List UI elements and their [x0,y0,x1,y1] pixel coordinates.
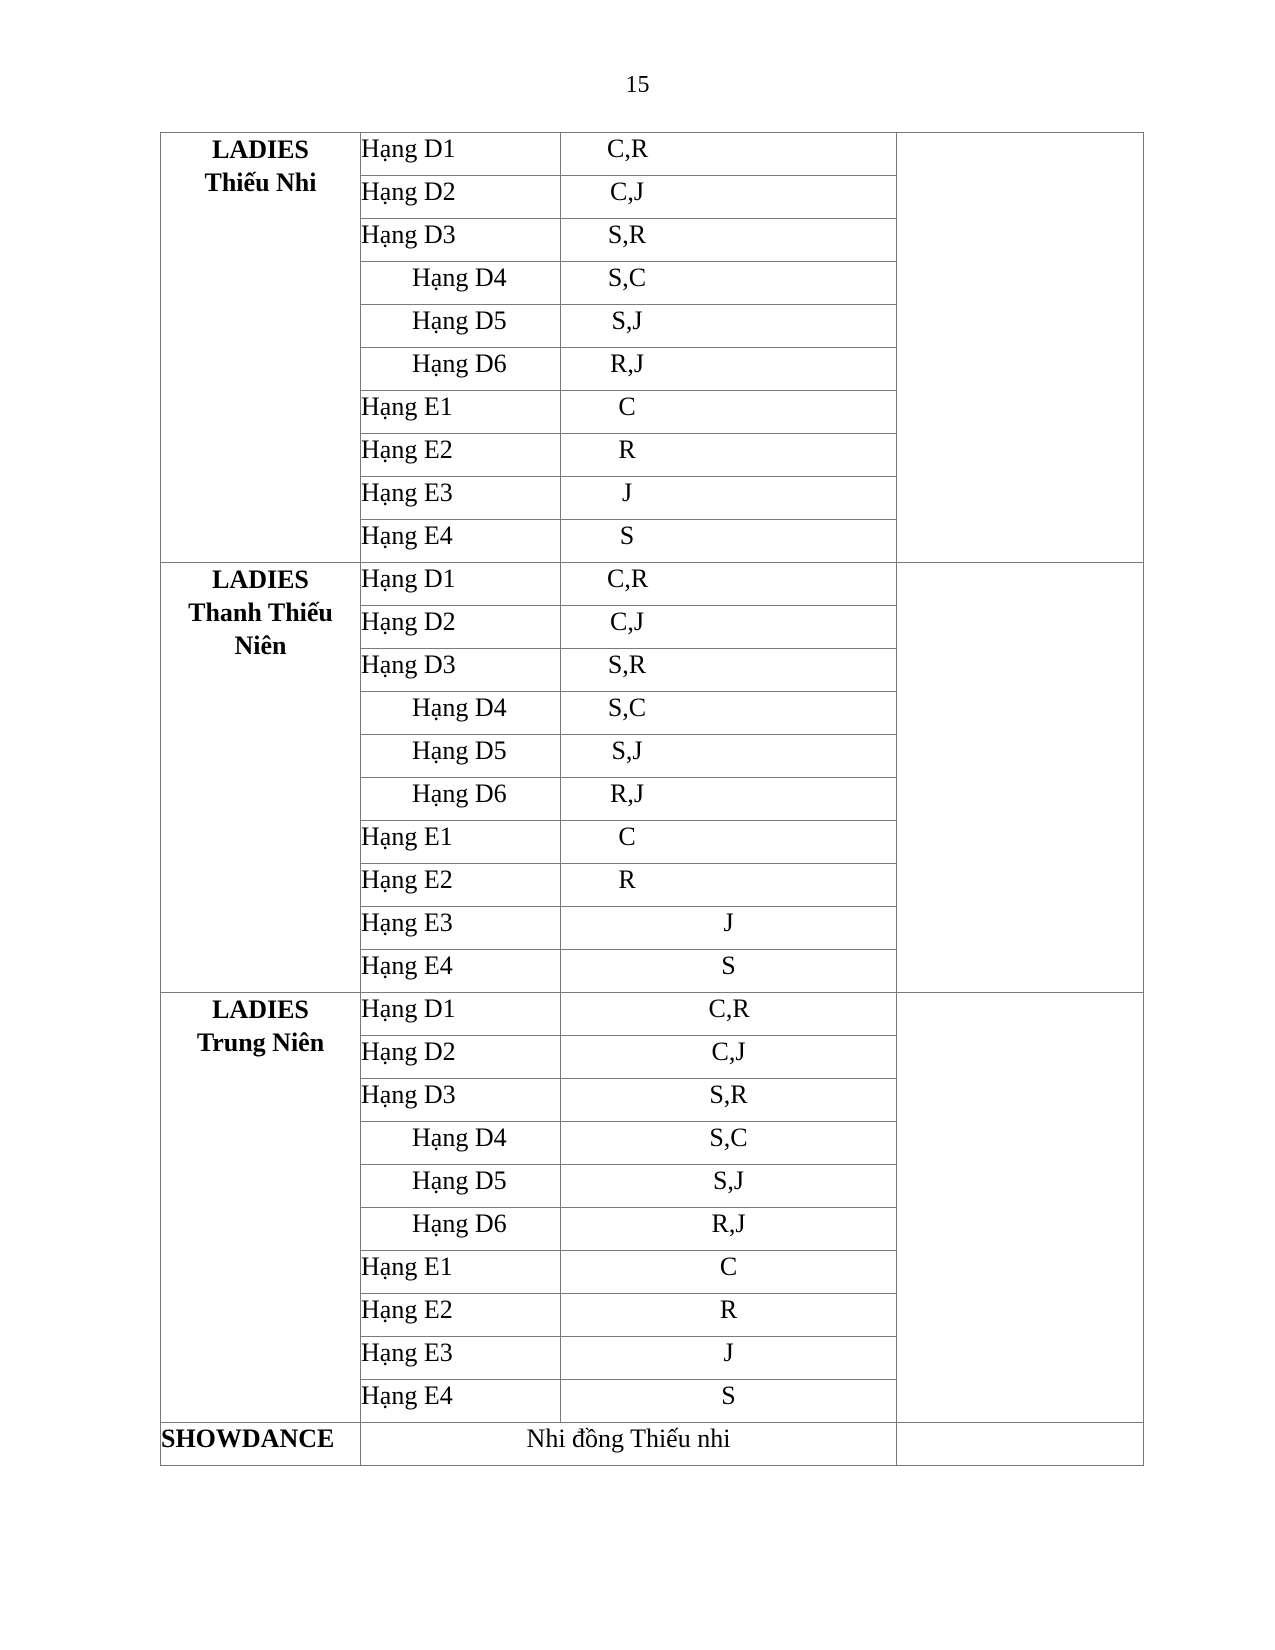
dance-value: C,R [607,564,649,593]
class-cell: Hạng E2 [361,1294,561,1337]
class-cell: Hạng E1 [361,821,561,864]
table-row [161,563,1144,606]
group-title [161,563,361,993]
dance-cell [561,864,897,907]
dance-cell [561,477,897,520]
dance-value: R [719,1295,738,1324]
dance-value: C,J [610,177,644,206]
class-cell: Hạng D3 [361,219,561,262]
dance-value: S [619,521,635,550]
class-cell: Hạng E1 [361,391,561,434]
dance-cell [561,262,897,305]
dance-value: J [621,478,633,507]
table-row [161,993,1144,1036]
class-cell: Hạng D1 [361,133,561,176]
dance-cell [561,1294,897,1337]
dance-cell [561,1079,897,1122]
dance-cell [561,1165,897,1208]
dance-value: S,J [611,736,643,765]
dance-cell [561,821,897,864]
dance-value: S,C [709,1123,748,1152]
dance-value: J [723,908,734,937]
class-cell: Hạng D2 [361,1036,561,1079]
class-cell: Hạng D6 [361,778,561,821]
dance-cell [561,649,897,692]
class-cell: Hạng E2 [361,864,561,907]
dance-value: R,J [610,779,644,808]
dance-value: C [719,1252,738,1281]
dance-value: S [721,1381,736,1410]
dance-cell [561,176,897,219]
dance-cell [561,520,897,563]
dance-value: C [618,392,636,421]
dance-value: S,J [611,306,643,335]
dance-cell [561,391,897,434]
dance-value: C,R [708,994,750,1023]
class-cell: Hạng D2 [361,176,561,219]
dance-cell [561,434,897,477]
dance-value: J [723,1338,734,1367]
dance-cell [561,778,897,821]
group-title-line: Niên [234,631,287,660]
group-title-line: LADIES [212,995,309,1024]
dance-value: S,R [709,1080,748,1109]
group-title [161,993,361,1423]
class-cell: Hạng E2 [361,434,561,477]
dance-value: R [618,865,636,894]
dance-cell [561,993,897,1036]
showdance-label: SHOWDANCE [161,1423,361,1466]
notes-cell [897,1423,1144,1466]
notes-cell [897,563,1144,993]
dance-value: R,J [711,1209,746,1238]
group-title-line: Thanh Thiếu [188,598,333,627]
dance-cell [561,1036,897,1079]
dance-value: C,J [711,1037,746,1066]
dance-value: S [721,951,736,980]
dance-cell [561,1251,897,1294]
dance-value: C,J [610,607,644,636]
class-cell: Hạng E4 [361,520,561,563]
dance-value: S,R [607,220,647,249]
class-cell: Hạng D4 [361,692,561,735]
dance-cell [561,219,897,262]
group-title [161,133,361,563]
showdance-value: Nhi đồng Thiếu nhi [361,1423,897,1466]
class-cell: Hạng D1 [361,563,561,606]
class-cell: Hạng D2 [361,606,561,649]
class-cell: Hạng D1 [361,993,561,1036]
class-cell: Hạng D5 [361,305,561,348]
notes-cell [897,133,1144,563]
dance-cell [561,133,897,176]
dance-value: C [618,822,636,851]
dance-value: S,R [607,650,647,679]
class-cell: Hạng E3 [361,1337,561,1380]
dance-cell [561,1337,897,1380]
class-cell: Hạng D5 [361,735,561,778]
dance-value: R [618,435,636,464]
class-cell: Hạng D6 [361,348,561,391]
class-cell: Hạng E3 [361,477,561,520]
dance-cell [561,950,897,993]
dance-cell [561,1208,897,1251]
dance-value: S,C [607,263,647,292]
group-title-line: Thiếu Nhi [204,168,317,197]
class-cell: Hạng D5 [361,1165,561,1208]
group-title-line: LADIES [212,565,309,594]
notes-cell [897,993,1144,1423]
dance-value: R,J [610,349,644,378]
group-title-line: Trung Niên [196,1028,325,1057]
dance-cell [561,1122,897,1165]
dance-cell [561,606,897,649]
class-cell: Hạng E4 [361,1380,561,1423]
dance-value: S,J [712,1166,745,1195]
dance-cell [561,305,897,348]
dance-cell [561,348,897,391]
class-cell: Hạng D6 [361,1208,561,1251]
dance-cell [561,907,897,950]
class-cell: Hạng D3 [361,1079,561,1122]
group-title-line: LADIES [212,135,309,164]
dance-cell [561,1380,897,1423]
table-row [161,133,1144,176]
dance-cell [561,735,897,778]
dance-value: S,C [607,693,647,722]
class-cell: Hạng E4 [361,950,561,993]
showdance-row [161,1423,1144,1466]
dance-cell [561,563,897,606]
dance-value: C,R [607,134,649,163]
class-cell: Hạng E3 [361,907,561,950]
class-cell: Hạng E1 [361,1251,561,1294]
competition-table [160,132,1144,1466]
page-number: 15 [625,72,650,98]
class-cell: Hạng D3 [361,649,561,692]
class-cell: Hạng D4 [361,262,561,305]
class-cell: Hạng D4 [361,1122,561,1165]
dance-cell [561,692,897,735]
